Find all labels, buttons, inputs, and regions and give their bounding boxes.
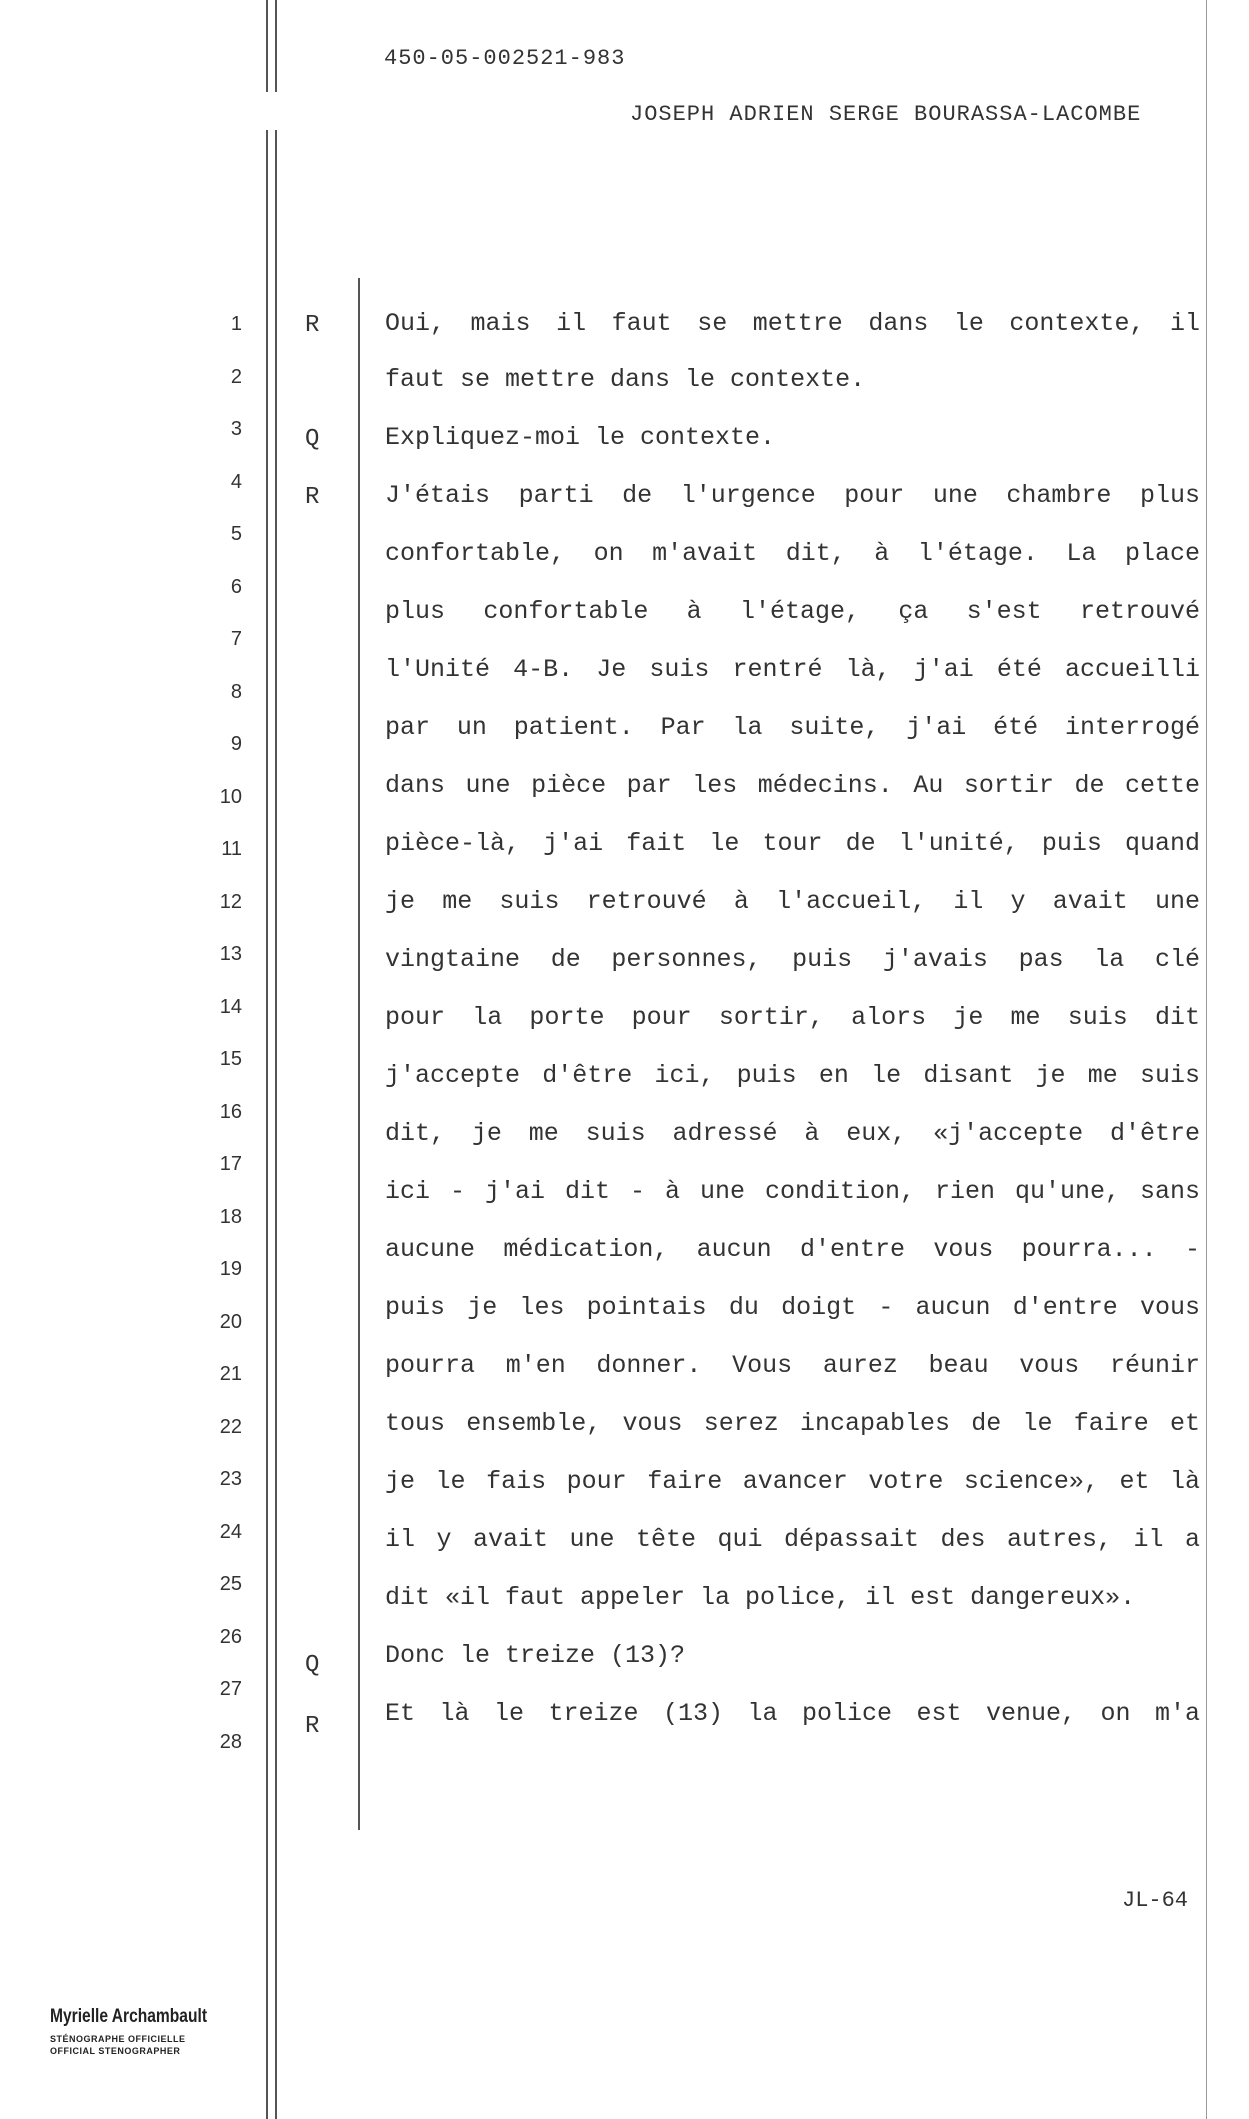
transcript-line: vingtaine de personnes, puis j'avais pas la clé — [385, 945, 1200, 974]
left-margin-rule-2 — [275, 0, 277, 92]
transcript-line: par un patient. Par la suite, j'ai été interrogé — [385, 713, 1200, 742]
line-number: 17 — [219, 1153, 242, 1175]
page-code: JL-64 — [1122, 1888, 1189, 1913]
transcript-line: puis je les pointais du doigt - aucun d'entre vous — [385, 1293, 1200, 1322]
line-number: 22 — [219, 1416, 242, 1438]
speaker-label: Q — [305, 1652, 320, 1679]
line-number: 13 — [219, 943, 242, 965]
transcript-line: J'étais parti de l'urgence pour une chambre plus — [385, 481, 1200, 510]
transcript-line: pour la porte pour sortir, alors je me suis dit — [385, 1003, 1200, 1032]
left-margin-rule-3 — [266, 130, 268, 2119]
stenographer-title-en: OFFICIAL STENOGRAPHER — [50, 2046, 181, 2056]
line-number: 20 — [219, 1311, 242, 1333]
transcript-line: j'accepte d'être ici, puis en le disant je me suis — [385, 1061, 1200, 1090]
transcript-line: ici - j'ai dit - à une condition, rien qu'une, sans — [385, 1177, 1200, 1206]
left-margin-rule-4 — [275, 130, 277, 2119]
line-number: 8 — [230, 681, 242, 703]
file-number: 450-05-002521-983 — [384, 46, 626, 71]
line-number: 27 — [219, 1678, 242, 1700]
transcript-line: plus confortable à l'étage, ça s'est retrouvé — [385, 597, 1200, 626]
transcript-line: aucune médication, aucun d'entre vous pourra... - — [385, 1235, 1200, 1264]
line-number: 9 — [230, 733, 242, 755]
line-number: 28 — [219, 1731, 242, 1753]
transcript-line: dit «il faut appeler la police, il est dangereux». — [385, 1583, 1136, 1612]
line-number: 11 — [221, 838, 242, 860]
transcript-line: Et là le treize (13) la police est venue, on m'a — [385, 1699, 1200, 1728]
transcript-line: confortable, on m'avait dit, à l'étage. La place — [385, 539, 1200, 568]
stenographer-title-fr: STÉNOGRAPHE OFFICIELLE — [50, 2034, 186, 2044]
speaker-label: R — [305, 312, 320, 339]
stenographer-stamp — [50, 2006, 250, 2056]
transcript-line: Oui, mais il faut se mettre dans le contexte, il — [385, 309, 1200, 338]
transcript-line: Donc le treize (13)? — [385, 1641, 686, 1670]
line-number: 7 — [230, 628, 242, 650]
line-number: 3 — [230, 418, 242, 440]
transcript-line: faut se mettre dans le contexte. — [385, 365, 866, 394]
line-number: 19 — [219, 1258, 242, 1280]
left-margin-rule-1 — [266, 0, 268, 92]
line-number: 14 — [219, 996, 242, 1018]
stenographer-name: Myrielle Archambault — [50, 2006, 208, 2027]
line-number: 21 — [219, 1363, 242, 1385]
transcript-line: je me suis retrouvé à l'accueil, il y avait une — [385, 887, 1200, 916]
transcript-line: dans une pièce par les médecins. Au sortir de cette — [385, 771, 1200, 800]
speaker-column-rule — [358, 278, 360, 1830]
transcript-line: pourra m'en donner. Vous aurez beau vous réunir — [385, 1351, 1200, 1380]
transcript-line: dit, je me suis adressé à eux, «j'accepte d'être — [385, 1119, 1200, 1148]
line-number: 1 — [230, 313, 242, 335]
line-number: 15 — [219, 1048, 242, 1070]
line-number: 25 — [219, 1573, 242, 1595]
right-margin-rule — [1206, 0, 1207, 2119]
transcript-line: l'Unité 4-B. Je suis rentré là, j'ai été accueilli — [385, 655, 1200, 684]
transcript-line: pièce-là, j'ai fait le tour de l'unité, puis quand — [385, 829, 1200, 858]
transcript-line: je le fais pour faire avancer votre science», et là — [385, 1467, 1200, 1496]
speaker-label: R — [305, 484, 320, 511]
transcript-line: il y avait une tête qui dépassait des autres, il a — [385, 1525, 1200, 1554]
line-number: 23 — [219, 1468, 242, 1490]
transcript-line: tous ensemble, vous serez incapables de le faire et — [385, 1409, 1200, 1438]
line-number: 2 — [230, 366, 242, 388]
line-number: 26 — [219, 1626, 242, 1648]
line-number: 12 — [219, 891, 242, 913]
line-number: 18 — [219, 1206, 242, 1228]
line-number: 4 — [230, 471, 242, 493]
line-number: 6 — [230, 576, 242, 598]
line-number: 5 — [230, 523, 242, 545]
line-number: 16 — [219, 1101, 242, 1123]
witness-name: JOSEPH ADRIEN SERGE BOURASSA-LACOMBE — [630, 102, 1142, 127]
transcript-line: Expliquez-moi le contexte. — [385, 423, 776, 452]
speaker-label: Q — [305, 426, 320, 453]
line-number: 24 — [219, 1521, 242, 1543]
line-number: 10 — [219, 786, 242, 808]
speaker-label: R — [305, 1713, 320, 1740]
